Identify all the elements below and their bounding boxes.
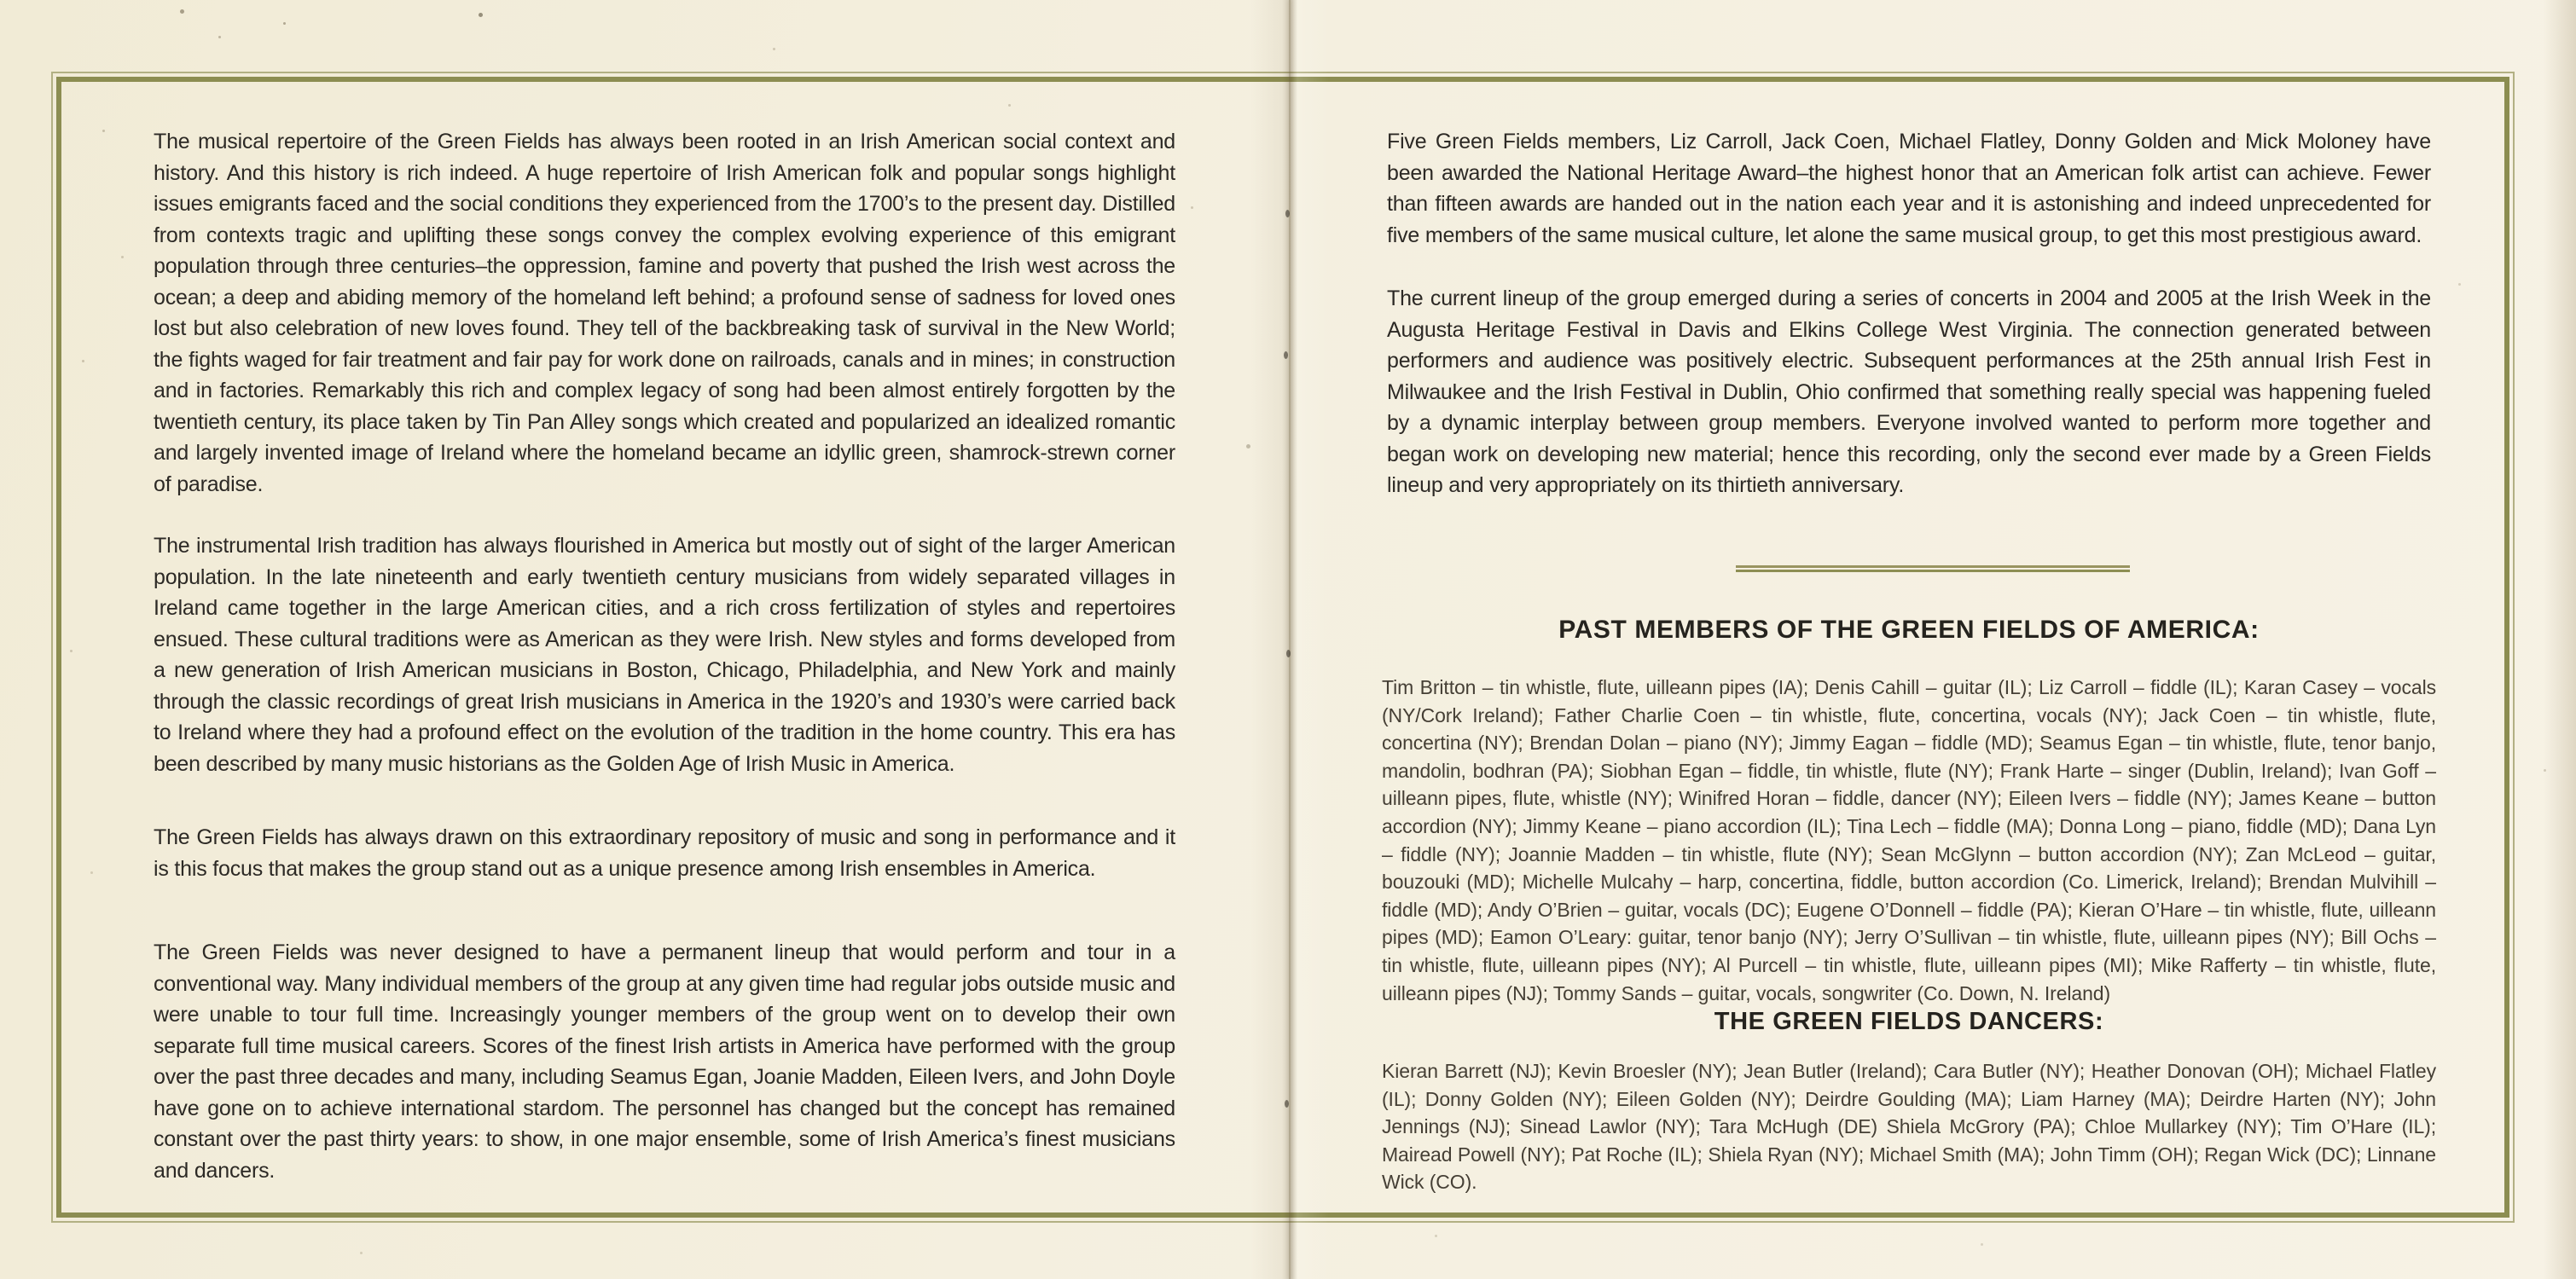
left-paragraph-1: The musical repertoire of the Green Fields has always been rooted in an Irish American social context and history. And this history is rich indeed. A huge repertoire of Irish American folk and popular songs highlight issues emigrants faced and the social conditions they experienced from the 1700’s to the present day. Distilled from contexts tragic and uplifting these songs convey the complex evolving experience of this emigrant population through three centuries–the oppression, famine and poverty that pushed the Irish west across the ocean; a deep and abiding memory of the homeland left behind; a profound sense of sadness for loved ones lost but also celebration of new loves found. They tell of the backbreaking task of survival in the New World; the fights waged for fair treatment and fair pay for work done on railroads, canals and in mines; in construction and in factories. Remarkably this rich and complex legacy of song had been almost entirely forgotten by the twentieth century, its place taken by Tin Pan Alley songs which created and popularized an idealized romantic and largely invented image of Ireland where the homeland became an idyllic green, shamrock-strewn corner of paradise. [154,130,1175,496]
fold-speck [1285,210,1290,217]
page-edge-shadow [2544,0,2576,1279]
left-paragraph-4: The Green Fields was never designed to have a permanent lineup that would perform and tour in a conventional way. Many individual members of the group at any given time had regular jobs outside music and were unable to tour full time. Increasingly younger members of the group went on to develop their own separate full time musical careers. Scores of the finest Irish artists in America have performed with the group over the past three decades and many, including Seamus Egan, Joanie Madden, Eileen Ivers, and John Doyle have gone on to achieve international stardom. The personnel has changed but the concept has remained constant over the past thirty years: to show, in one major ensemble, some of Irish America’s finest musicians and dancers. [154,940,1175,1183]
fold-speck [1284,351,1288,359]
section-divider [1736,565,2130,572]
right-paragraph-1: Five Green Fields members, Liz Carroll, Jack Coen, Michael Flatley, Donny Golden and Mick Moloney have been awarded the National Heritage Award–the highest honor that an American folk artist can achieve. Fewer than fifteen awards are handed out in the nation each year and it is astonishing and indeed unprecedented for five members of the same musical culture, let alone the same musical group, to get this most prestigious award. [1387,130,2431,247]
dancers-list: Kieran Barrett (NJ); Kevin Broesler (NY); Jean Butler (Ireland); Cara Butler (NY); Heather Donovan (OH); Michael Flatley (IL); Donny Golden (NY); Eileen Golden (NY); Deirdre Goulding (MA); Liam Harney (MA); Deirdre Harten (NY); John Jennings (NJ); Sinead Lawlor (NY); Tara McHugh (DE) Shiela McGrory (PA); Chloe Mullarkey (NY); Tim O’Hare (IL); Mairead Powell (NY); Pat Roche (IL); Shiela Ryan (NY); Michael Smith (MA); John Timm (OH); Regan Wick (DC); Linnane Wick (CO). [1382,1060,2436,1194]
fold-speck [1285,1100,1289,1108]
right-page [1387,126,2431,501]
scan-speckles [0,0,3,3]
left-paragraph-2: The instrumental Irish tradition has always flourished in America but mostly out of sight of the larger American population. In the late nineteenth and early twentieth century musicians from widely separated villages in Ireland came together in the large American cities, and a rich cross fertilization of styles and repertoires ensued. These cultural traditions were as American as they were Irish. New styles and forms developed from a new generation of Irish American musicians in Boston, Chicago, Philadelphia, and New York and mainly through the classic recordings of great Irish musicians in America in the 1920’s and 1930’s were carried back to Ireland where they had a profound effect on the evolution of the tradition in the home country. This era has been described by many music historians as the Golden Age of Irish Music in America. [154,534,1175,776]
left-paragraph-3: The Green Fields has always drawn on this extraordinary repository of music and song in performance and it is this focus that makes the group stand out as a unique presence among Irish ensembles in America. [154,825,1175,881]
fold-speck [1286,650,1291,657]
right-paragraph-2: The current lineup of the group emerged during a series of concerts in 2004 and 2005 at the Irish Week in the Augusta Heritage Festival in Davis and Elkins College West Virginia. The connection generated between performers and audience was positively electric. Subsequent performances at the 25th annual Irish Fest in Milwaukee and the Irish Festival in Dublin, Ohio confirmed that something really special was happening fueled by a dynamic interplay between group members. Everyone involved wanted to perform more together and began work on developing new material; hence this recording, only the second ever made by a Green Fields lineup and very appropriately on its thirtieth anniversary. [1387,286,2431,497]
left-page [154,126,1175,1186]
dancers-heading: THE GREEN FIELDS DANCERS: [1714,1008,2104,1035]
past-members-list: Tim Britton – tin whistle, flute, uilleann pipes (IA); Denis Cahill – guitar (IL); Liz Carroll – fiddle (IL); Karan Casey – vocals (NY/Cork Ireland); Father Charlie Coen – tin whistle, flute, concertina, vocals (NY); Jack Coen – tin whistle, flute, concertina (NY); Brendan Dolan – piano (NY); Jimmy Eagan – fiddle (MD); Seamus Egan – tin whistle, flute, tenor banjo, mandolin, bodhran (PA); Siobhan Egan – fiddle, tin whistle, flute (NY); Frank Harte – singer (Dublin, Ireland); Ivan Goff – uilleann pipes, flute, whistle (NY); Winifred Horan – fiddle, dancer (NY); Eileen Ivers – fiddle (NY); James Keane – button accordion (NY); Jimmy Keane – piano accordion (IL); Tina Lech – fiddle (MA); Donna Long – piano, fiddle (MD); Dana Lyn – fiddle (NY); Joannie Madden – tin whistle, flute (NY); Sean McGlynn – button accordion (NY); Zan McLeod – guitar, bouzouki (MD); Michelle Mulcahy – harp, concertina, fiddle, button accordion (Co. Limerick, Ireland); Brendan Mulvihill – fiddle (MD); Andy O’Brien – guitar, vocals (DC); Eugene O’Donnell – fiddle (PA); Kieran O’Hare – tin whistle, flute, uilleann pipes (MD); Eamon O’Leary: guitar, tenor banjo (NY); Jerry O’Sullivan – tin whistle, flute, uilleann pipes (NY); Bill Ochs – tin whistle, flute, uilleann pipes (NY); Al Purcell – tin whistle, flute, uilleann pipes (MI); Mike Rafferty – tin whistle, flute, uilleann pipes (NJ); Tommy Sands – guitar, vocals, songwriter (Co. Down, N. Ireland) [1382,676,2436,1004]
past-members-heading: PAST MEMBERS OF THE GREEN FIELDS OF AMERICA: [1558,616,2260,644]
